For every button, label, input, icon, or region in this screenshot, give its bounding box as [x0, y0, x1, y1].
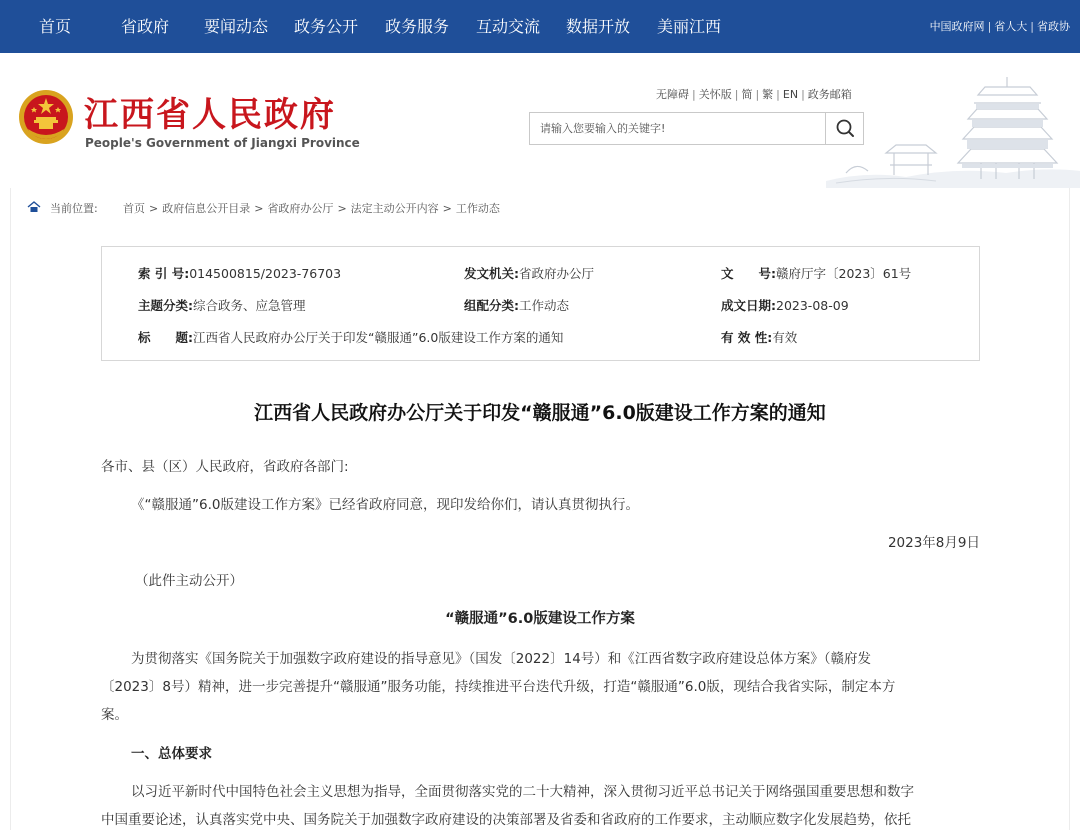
nav-item-home[interactable]: 首页	[39, 17, 72, 36]
link-gov-mail[interactable]: 政务邮箱	[807, 88, 852, 101]
plan-paragraph-line: 案。	[101, 707, 128, 723]
site-header	[0, 53, 1080, 188]
breadcrumb-home[interactable]: 首页	[123, 202, 145, 215]
link-traditional[interactable]: 繁	[762, 88, 774, 101]
link-china-gov[interactable]: 中国政府网	[929, 20, 985, 33]
nav-item-open-data[interactable]: 数据开放	[566, 17, 631, 36]
nav-item-news[interactable]: 要闻动态	[204, 17, 269, 36]
breadcrumb-label: 当前位置:	[50, 202, 98, 215]
meta-issuer: 发文机关:省政府办公厅	[464, 266, 595, 281]
breadcrumb: 当前位置: 首页 > 政府信息公开目录 > 省政府办公厅 > 法定主动公开内容 > 工作动态	[0, 188, 1080, 228]
article-title: 江西省人民政府办公厅关于印发“赣服通”6.0版建设工作方案的通知	[254, 402, 826, 424]
link-care-version[interactable]: 关怀版	[698, 88, 732, 101]
search-input[interactable]	[530, 113, 826, 144]
section-heading: 一、总体要求	[131, 746, 212, 762]
site-title[interactable]: 江西省人民政府	[84, 95, 336, 135]
search-box	[529, 112, 864, 145]
external-links: 中国政府网 | 省人大 | 省政协	[929, 20, 1070, 33]
article-body-paragraph: 《“赣服通”6.0版建设工作方案》已经省政府同意，现印发给你们，请认真贯彻执行。	[131, 497, 639, 513]
link-accessibility[interactable]: 无障碍	[656, 88, 689, 101]
nav-item-gov-services[interactable]: 政务服务	[385, 17, 450, 36]
breadcrumb-statutory-content[interactable]: 法定主动公开内容	[350, 202, 439, 215]
nav-item-interaction[interactable]: 互动交流	[476, 17, 541, 36]
breadcrumb-general-office[interactable]: 省政府办公厅	[267, 202, 334, 215]
meta-group: 组配分类:工作动态	[464, 298, 570, 313]
site-subtitle: People's Government of Jiangxi Province	[85, 136, 360, 150]
link-cppcc[interactable]: 省政协	[1037, 20, 1070, 33]
meta-docno: 文 号:赣府厅字〔2023〕61号	[721, 266, 912, 281]
tool-links: 无障碍 | 关怀版 | 简 | 繁 | EN | 政务邮箱	[656, 88, 852, 101]
meta-topic: 主题分类:综合政务、应急管理	[138, 298, 306, 313]
meta-validity: 有 效 性:有效	[721, 330, 798, 345]
nav-item-beautiful-jiangxi[interactable]: 美丽江西	[657, 17, 722, 36]
plan-title: “赣服通”6.0版建设工作方案	[445, 611, 635, 627]
meta-title: 标 题:江西省人民政府办公厅关于印发“赣服通”6.0版建设工作方案的通知	[138, 330, 564, 345]
top-nav-bar	[0, 0, 1080, 53]
document-meta-box	[101, 246, 980, 361]
meta-date: 成文日期:2023-08-09	[721, 298, 849, 313]
meta-index: 索 引 号:014500815/2023-76703	[138, 266, 342, 281]
plan-paragraph-line: 为贯彻落实《国务院关于加强数字政府建设的指导意见》（国发〔2022〕14号）和《江西省数字政府建设总体方案》（赣府发	[131, 651, 872, 667]
plan-paragraph-line: 中国重要论述，认真落实党中央、国务院关于加强数字政府建设的决策部署及省委和省政府的工作要求，主动顺应数字化发展趋势，依托	[101, 812, 911, 828]
link-npc[interactable]: 省人大	[994, 20, 1028, 33]
article-date: 2023年8月9日	[887, 535, 980, 551]
plan-paragraph-line: 〔2023〕8号）精神，进一步完善提升“赣服通”服务功能，持续推进平台迭代升级，打造“赣服通”6.0版，现结合我省实际，制定本方	[101, 679, 896, 695]
link-english[interactable]: EN	[782, 88, 799, 101]
breadcrumb-work-news[interactable]: 工作动态	[455, 202, 500, 215]
breadcrumb-disclosure-catalog[interactable]: 政府信息公开目录	[162, 202, 251, 215]
nav-item-gov-disclosure[interactable]: 政务公开	[294, 17, 359, 36]
plan-paragraph-line: 以习近平新时代中国特色社会主义思想为指导，全面贯彻落实党的二十大精神，深入贯彻习近平总书记关于网络强国重要思想和数字	[131, 784, 914, 800]
article-disclosure-note: （此件主动公开）	[135, 573, 243, 589]
link-simplified[interactable]: 简	[741, 88, 753, 101]
nav-item-provincial-gov[interactable]: 省政府	[121, 17, 170, 36]
pavilion-decoration-icon	[826, 63, 1080, 188]
home-icon	[27, 201, 41, 213]
national-emblem-icon	[18, 89, 74, 145]
article-salutation: 各市、县（区）人民政府，省政府各部门:	[101, 459, 349, 475]
